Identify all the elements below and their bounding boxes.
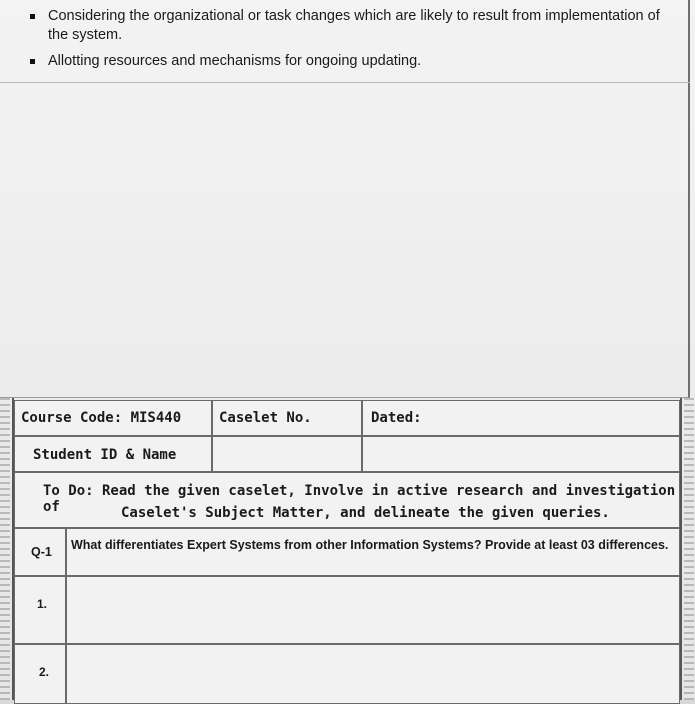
question-text: What differentiates Expert Systems from other Information Systems? Provide at least 03 differences. [71, 538, 669, 552]
torn-edge-left [0, 398, 10, 700]
course-code-cell [14, 400, 212, 436]
answer-number: 1. [37, 597, 48, 611]
bullet-item [30, 7, 680, 45]
student-name-field [362, 436, 680, 472]
student-label: Student ID & Name [33, 447, 177, 463]
todo-line-2: Caselet's Subject Matter, and delineate the given queries. [121, 505, 610, 521]
answer-number-cell [14, 644, 66, 704]
dated-cell [362, 400, 680, 436]
answer-number-cell [14, 576, 66, 644]
todo-cell [14, 472, 680, 528]
divider [0, 82, 690, 83]
course-code-label: Course Code: MIS440 [21, 410, 182, 426]
question-text-cell [66, 528, 680, 576]
question-number-cell [14, 528, 66, 576]
bullet-text: Considering the organizational or task changes which are likely to result from implementation of the system. [48, 8, 660, 43]
answer-field [66, 644, 680, 704]
torn-edge-right [684, 398, 694, 700]
bullet-text: Allotting resources and mechanisms for ongoing updating. [48, 53, 422, 69]
student-id-field [212, 436, 362, 472]
student-label-cell [14, 436, 212, 472]
todo-line-1: To Do: Read the given caselet, Involve in active research and investigation of [43, 483, 676, 515]
caselet-no-label: Caselet No. [219, 410, 312, 426]
question-number: Q-1 [31, 545, 52, 559]
dated-label: Dated: [371, 410, 422, 426]
bullet-item [30, 52, 680, 71]
bullet-icon [30, 59, 35, 64]
bullet-icon [30, 14, 35, 19]
answer-number: 2. [39, 665, 50, 679]
caselet-no-cell [212, 400, 362, 436]
answer-field [66, 576, 680, 644]
caselet-form [12, 398, 682, 700]
